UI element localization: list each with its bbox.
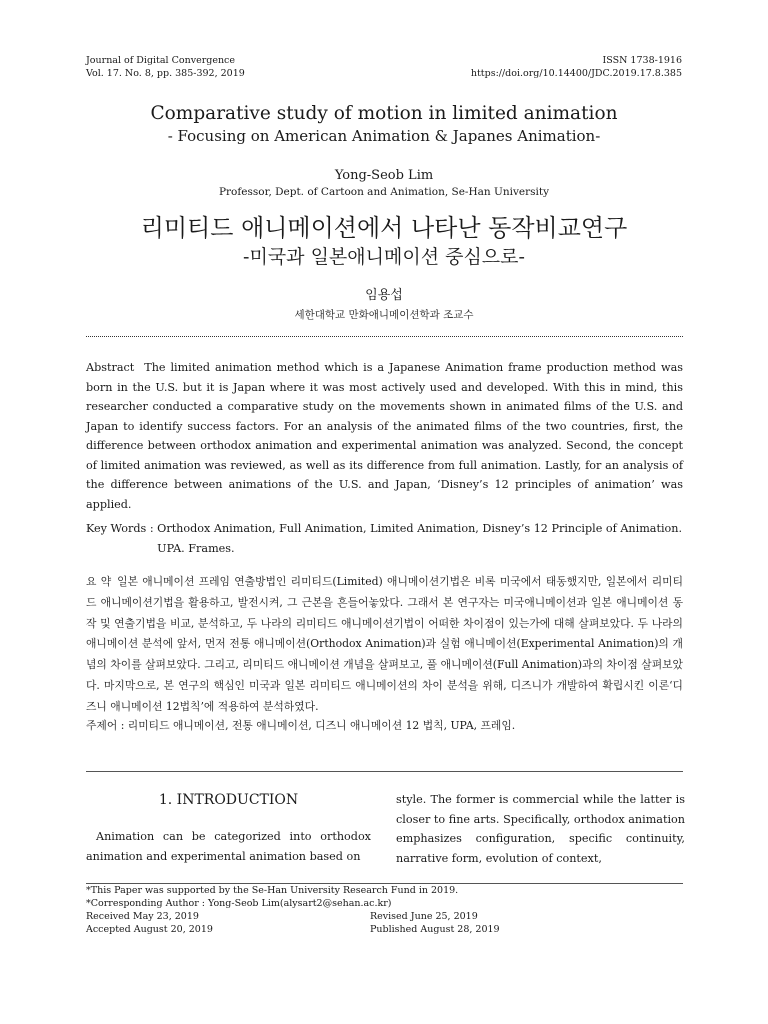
- keywords-label: Key Words :: [86, 522, 158, 535]
- paper-subtitle-en: - Focusing on American Animation & Japanes Animation-: [167, 127, 601, 145]
- body-column-right: [396, 790, 685, 868]
- author-affiliation-ko: 세한대학교 만화애니메이션학과 조교수: [294, 309, 474, 321]
- publication-dates: [86, 911, 683, 936]
- abstract-label: Abstract: [86, 361, 135, 374]
- paper-title-ko: 리미티드 애니메이션에서 나타난 동작비교연구: [140, 214, 628, 242]
- section-heading: 1. INTRODUCTION: [158, 792, 299, 808]
- author-name-ko: 임용섭: [365, 288, 403, 303]
- body-paragraph-right: style. The former is commercial while the latter is closer to fine arts. Specifically, orthodox animation emphasizes configuration, specific continuity, narrative form, evolution of context,: [396, 793, 685, 865]
- dotted-divider: [86, 336, 683, 337]
- abstract-ko-text: 일본 애니메이션 프레임 연출방법인 리미티드(Limited) 애니메이션기법은 비록 미국에서 태동했지만, 일본에서 리미티드 애니메이션기법을 활용하고, 발전시켜, 그 근본을 흔들어놓았다. 그래서 본 연구자는 미국애니메이션과 일본 애니메이션 동작 및 연출기법을 비교, 분석하고, 두 나라의 리미티드 애니메이션기법이 어떠한 차이점이 있는가에 대해 살펴보았다. 두 나라의 애니메이션 분석에 앞서, 먼저 전통 애니메이션(Orthodox Animation)과 실험 애니메이션(Experimental Animation)의 개념의 차이를 살펴보았다. 그리고, 리미티드 애니메이션 개념을 살펴보고, 풀 애니메이션(Full Animation)과의 차이점 살펴보았다. 마지막으로, 본 연구의 핵심인 미국과 일본 리미티드 애니메이션의 차이 분석을 위해, 디즈니가 개발하여 확립시킨 이론‘디즈니 애니메이션 12법칙’에 적용하여 분석하였다.: [86, 575, 684, 713]
- author-name-en: Yong-Seob Lim: [334, 168, 434, 183]
- body-paragraph-left: Animation can be categorized into orthodox animation and experimental animation based on: [86, 830, 371, 863]
- abstract-en: [86, 358, 683, 514]
- journal-volume: Vol. 17. No. 8, pp. 385-392, 2019: [86, 68, 245, 79]
- abstract-ko-label: 요 약: [86, 575, 112, 588]
- keywords-text: Orthodox Animation, Full Animation, Limited Animation, Disney’s 12 Principle of Animation. UPA. Frames.: [157, 522, 683, 555]
- revised-date: Revised June 25, 2019: [370, 911, 478, 922]
- keywords-en: [86, 519, 683, 558]
- journal-ids: [471, 54, 682, 80]
- keywords-ko-label: 주제어 :: [86, 719, 128, 732]
- keywords-ko: [86, 717, 683, 735]
- published-date: Published August 28, 2019: [370, 923, 500, 935]
- paper-title-en: Comparative study of motion in limited animation: [150, 103, 618, 124]
- author-affiliation-en: Professor, Dept. of Cartoon and Animation, Se-Han University: [218, 186, 550, 198]
- footnote-divider: [86, 883, 683, 884]
- journal-header: [86, 54, 245, 80]
- received-date: Received May 23, 2019: [86, 911, 199, 922]
- journal-name: Journal of Digital Convergence: [86, 55, 235, 66]
- funding-note: *This Paper was supported by the Se-Han University Research Fund in 2019.: [86, 885, 459, 896]
- paper-subtitle-ko: -미국과 일본애니메이션 중심으로-: [243, 246, 525, 268]
- doi-link[interactable]: https://doi.org/10.14400/JDC.2019.17.8.385: [470, 68, 682, 79]
- issn: ISSN 1738-1916: [602, 55, 682, 66]
- abstract-ko: [86, 572, 683, 718]
- corresponding-author: *Corresponding Author : Yong-Seob Lim(alysart2@sehan.ac.kr): [86, 898, 392, 909]
- section-divider: [86, 771, 683, 772]
- keywords-ko-text: 리미티드 애니메이션, 전통 애니메이션, 디즈니 애니메이션 12 법칙, UPA, 프레임.: [127, 719, 516, 732]
- body-column-left: [86, 790, 371, 866]
- accepted-date: Accepted August 20, 2019: [86, 923, 213, 935]
- abstract-text: The limited animation method which is a Japanese Animation frame production method was born in the U.S. but it is Japan where it was most actively used and developed. With this in mind, this researcher conducted a comparative study on the movements shown in animated films of the U.S. and Japan to identify success factors. For an analysis of the animated films of the two countries, first, the difference between orthodox animation and experimental animation was analyzed. Second, the concept of limited animation was reviewed, as well as its difference from full animation. Lastly, for an analysis of the difference between animations of the U.S. and Japan, ‘Disney’s 12 principles of animation’ was applied.: [86, 361, 683, 511]
